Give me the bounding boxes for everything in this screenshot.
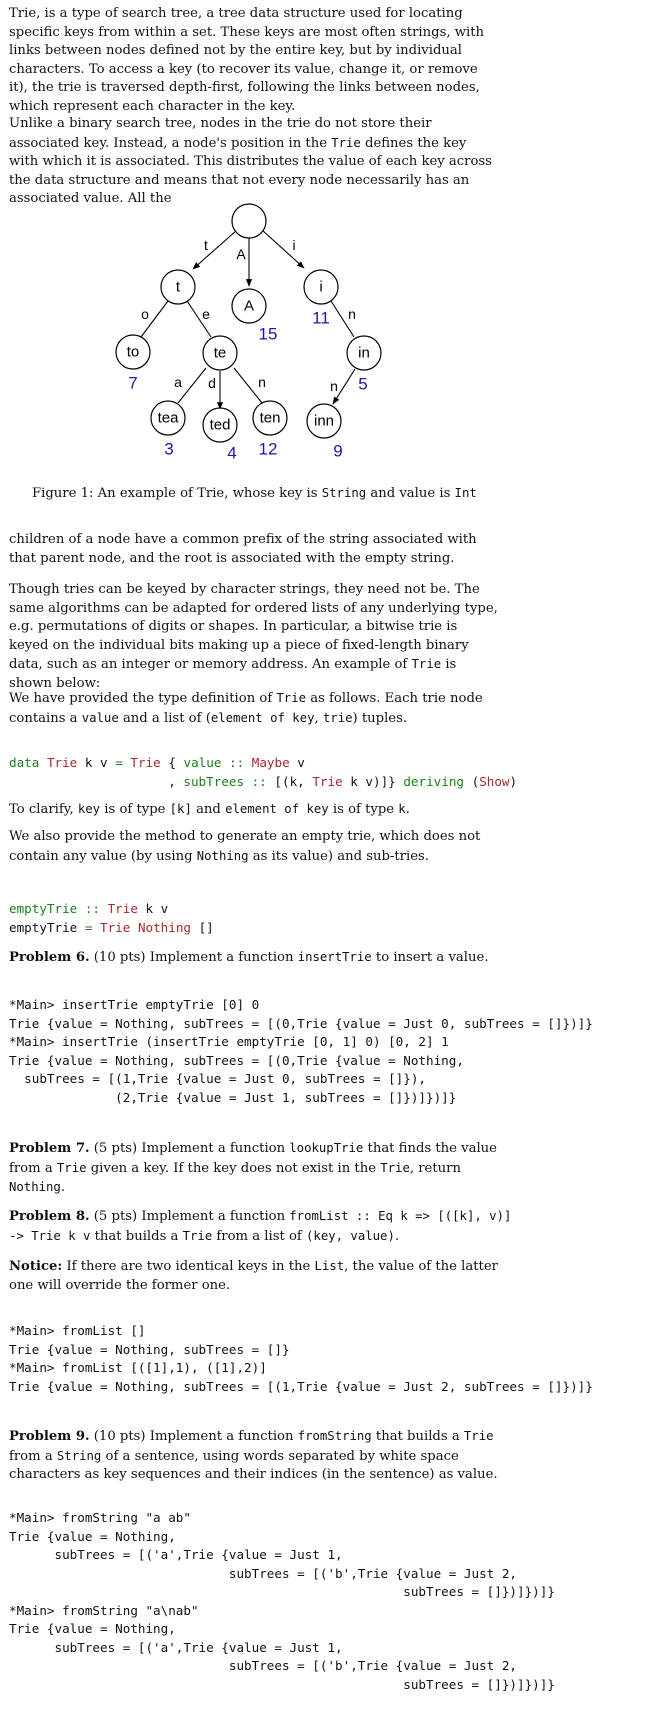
edge-label-t-to: o: [141, 306, 149, 322]
problem-6: Problem 6. (10 pts) Implement a function insertTrie to insert a value.: [9, 950, 489, 965]
type-definition-paragraph: We have provided the type definition of Trie as follows. Each trie node contains a value and a list of (element of key, trie) tuples.: [9, 691, 483, 726]
edge-label-root-t: t: [204, 237, 208, 253]
edge-label-i-in: n: [348, 306, 356, 322]
from-list-example-code: *Main> fromList [] Trie {value = Nothing, subTrees = []} *Main> fromList [([1],1), ([1],2)] Trie {value = Nothing, subTrees = [(1,Trie {value = Just 2, subTrees = []})]}: [9, 1323, 593, 1394]
value-in: 5: [358, 374, 368, 394]
problem-8: Problem 8. (5 pts) Implement a function fromList :: Eq k => [([k], v)] -> Trie k v that builds a Trie from a list of (key, value).: [9, 1209, 512, 1244]
trie-description-paragraph: Unlike a binary search tree, nodes in the trie do not store their associated key. Instead, a node's position in the Trie defines the key with which it is associated. This distributes the value of each key across the data structure and means that not every node necessarily has an associated value. All the: [9, 116, 492, 206]
value-ted: 4: [227, 443, 237, 463]
node-label-in: in: [358, 344, 370, 362]
notice: Notice: If there are two identical keys in the List, the value of the latter one will override the former one.: [9, 1259, 498, 1293]
insert-trie-example-code: *Main> insertTrie emptyTrie [0] 0 Trie {value = Nothing, subTrees = [(0,Trie {value = Just 0, subTrees = []})]} *Main> insertTrie (insertTrie emptyTrie [0, 1] 0) [0, 2] 1 Trie {value = Nothing, subTrees = [(0,Trie {value = Nothing, subTrees = [(1,Trie {value = Just 0, subTrees = []}), (2,Trie {value = Just 1, subTrees = []})]})]}: [9, 997, 593, 1105]
value-inn: 9: [333, 441, 343, 461]
node-label-ten: ten: [259, 409, 281, 427]
edge-label-in-inn: n: [330, 378, 338, 394]
value-ten: 12: [258, 439, 278, 459]
node-label-tea: tea: [157, 409, 179, 427]
trie-node-root: [232, 204, 266, 238]
edge-root-t: [193, 230, 237, 269]
problem-7: Problem 7. (5 pts) Implement a function lookupTrie that finds the value from a Trie given a key. If the key does not exist in the Trie, return Nothing.: [9, 1141, 497, 1195]
node-label-to: to: [126, 343, 140, 361]
node-label-te: te: [213, 344, 227, 362]
trie-data-definition-code: data Trie k v = Trie { value :: Maybe v , subTrees :: [(k, Trie k v)]} deriving (Show): [9, 755, 518, 789]
intro-paragraph: Trie, is a type of search tree, a tree data structure used for locating specific keys from within a set. These keys are most often strings, with links between nodes defined not by the entire key, but by individual characters. To access a key (to recover its value, change it, or remove it), the trie is traversed depth-first, following the links between nodes, which represent each character in the key.: [9, 6, 485, 114]
problem-9: Problem 9. (10 pts) Implement a function fromString that builds a Trie from a String of a sentence, using words separated by white space characters as key sequences and their indices (in the sentence) as value.: [9, 1429, 498, 1482]
value-to: 7: [128, 373, 138, 393]
edge-label-root-A: A: [236, 246, 246, 262]
edge-label-root-i: i: [292, 237, 296, 253]
value-i: 11: [312, 308, 330, 328]
prefix-paragraph: children of a node have a common prefix of the string associated with that parent node, and the root is associated with the empty string.: [9, 532, 477, 566]
trie-figure: [0, 195, 658, 485]
value-tea: 3: [164, 439, 174, 459]
figure-caption: Figure 1: An example of Trie, whose key is String and value is Int: [32, 486, 477, 501]
edge-te-tea: [178, 368, 206, 403]
clarify-paragraph: To clarify, key is of type [k] and element of key is of type k.: [9, 802, 410, 817]
edge-label-t-te: e: [202, 306, 210, 322]
edge-label-te-tea: a: [174, 374, 182, 390]
node-label-i: i: [319, 278, 323, 296]
node-label-t: t: [175, 278, 181, 296]
node-label-inn: inn: [313, 412, 335, 430]
empty-trie-code: emptyTrie :: Trie k v emptyTrie = Trie Nothing []: [9, 901, 214, 935]
edge-label-te-ted: d: [208, 375, 216, 391]
node-label-ted: ted: [209, 416, 231, 434]
empty-trie-paragraph: We also provide the method to generate an empty trie, which does not contain any value (by using Nothing as its value) and sub-tries.: [9, 829, 481, 864]
node-label-A: A: [243, 297, 255, 315]
edge-label-te-ten: n: [258, 374, 266, 390]
edge-root-i: [262, 230, 304, 268]
from-string-example-code: *Main> fromString "a ab" Trie {value = Nothing, subTrees = [('a',Trie {value = Just 1, subTrees = [('b',Trie {value = Just 2, subTrees = []})]})]} *Main> fromString "a\nab" Trie {value = Nothing, subTrees = [('a',Trie {value = Just 1, subTrees = [('b',Trie {value = Just 2, subTrees = []})]})]}: [9, 1510, 555, 1692]
bitwise-trie-paragraph: Though tries can be keyed by character strings, they need not be. The same algorithms can be adapted for ordered lists of any underlying type, e.g. permutations of digits or shapes. In particular, a bitwise trie is keyed on the individual bits making up a piece of fixed-length binary data, such as an integer or memory address. An example of Trie is shown below:: [9, 582, 498, 691]
value-A: 15: [258, 324, 278, 344]
